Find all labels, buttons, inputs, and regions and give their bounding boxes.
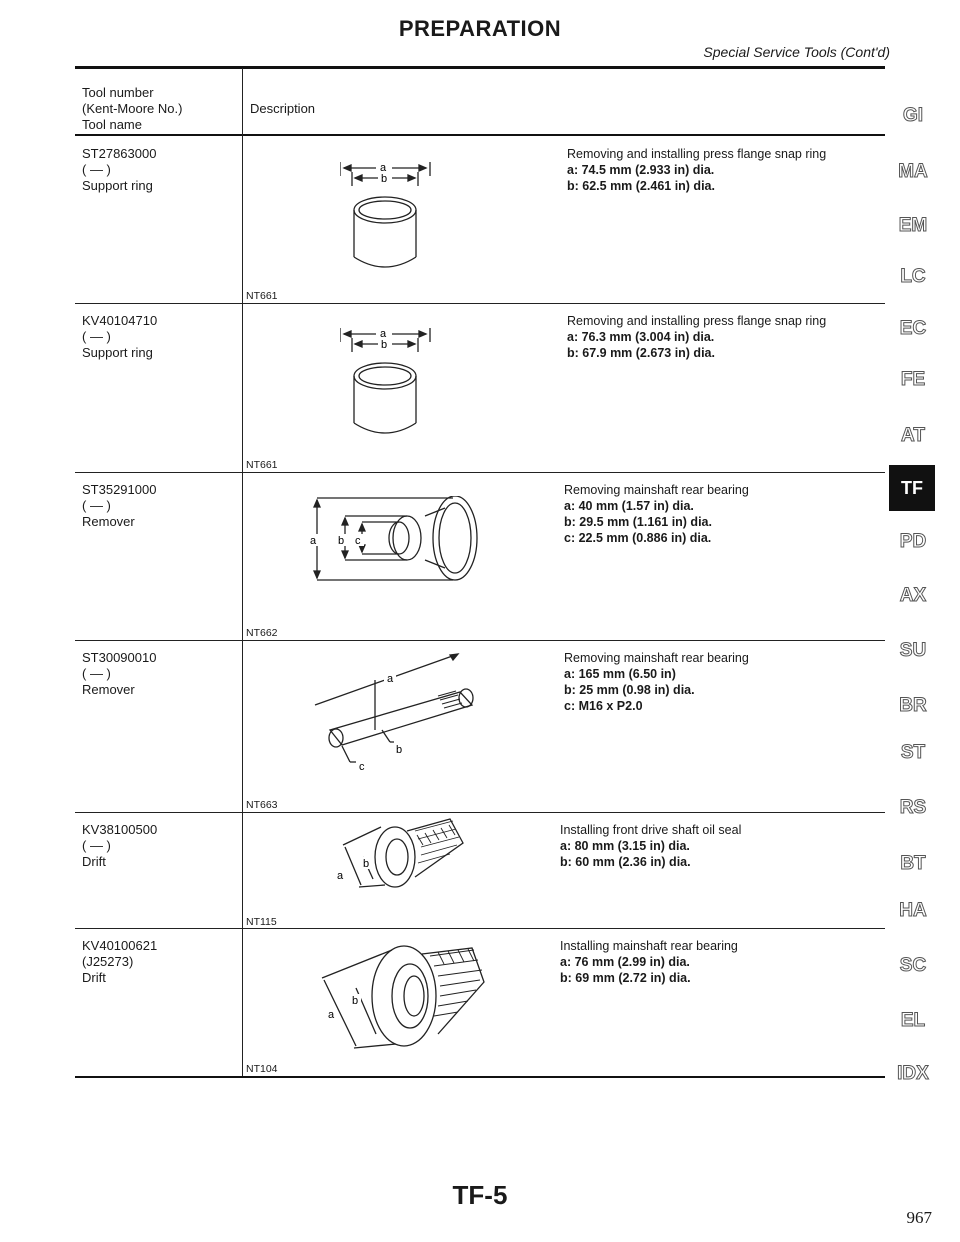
dimension-b-label: b <box>396 744 403 756</box>
side-tab-tf-active[interactable]: TF <box>889 465 935 511</box>
tool-number: KV40104710 <box>82 313 158 328</box>
column-divider <box>242 68 243 1078</box>
side-tab-at[interactable]: AT <box>901 425 925 446</box>
spec-c: c: M16 x P2.0 <box>564 699 643 713</box>
tool-row-4 <box>82 650 156 698</box>
spec-b: b: 62.5 mm (2.461 in) dia. <box>567 179 715 193</box>
spec-a: a: 74.5 mm (2.933 in) dia. <box>567 163 715 177</box>
tool-number: KV40100621 <box>82 938 158 953</box>
row-divider <box>75 928 885 929</box>
row-divider <box>75 303 885 304</box>
row-divider <box>75 812 885 813</box>
remover-figure <box>305 496 495 596</box>
side-tab-pd[interactable]: PD <box>899 531 927 552</box>
tool-row-2 <box>82 313 157 361</box>
tool-number: ST30090010 <box>82 650 157 665</box>
side-tab-st[interactable]: ST <box>900 742 926 763</box>
spec-a: a: 76 mm (2.99 in) dia. <box>560 955 690 969</box>
tool-row-6 <box>82 938 157 986</box>
figure-code: NT115 <box>246 916 277 928</box>
spec-b: b: 60 mm (2.36 in) dia. <box>560 855 691 869</box>
figure-code: NT104 <box>246 1063 278 1075</box>
description-text: Removing mainshaft rear bearing <box>564 651 749 665</box>
side-tab-br[interactable]: BR <box>899 695 927 716</box>
tool-number: KV38100500 <box>82 822 158 837</box>
side-tab-su[interactable]: SU <box>899 640 927 661</box>
description-text: Removing and installing press flange snap ring <box>567 147 827 161</box>
side-tab-gi[interactable]: GI <box>902 105 924 126</box>
side-tab-sc[interactable]: SC <box>899 955 927 976</box>
side-tab-ax[interactable]: AX <box>899 585 927 606</box>
side-tab-lc[interactable]: LC <box>900 266 926 287</box>
dimension-a-label: a <box>380 162 387 174</box>
side-tab-el[interactable]: EL <box>900 1010 926 1031</box>
tool-name: Remover <box>82 682 135 697</box>
dimension-b-label: b <box>381 339 388 351</box>
dimension-b-label: b <box>338 535 345 547</box>
drift-figure <box>325 817 475 897</box>
support-ring-figure <box>340 152 470 277</box>
description-text: Removing mainshaft rear bearing <box>564 483 749 497</box>
tool-column-header <box>82 85 182 133</box>
spec-a: a: 165 mm (6.50 in) <box>564 667 676 681</box>
tool-name: Support ring <box>82 178 153 193</box>
tool-name: Remover <box>82 514 135 529</box>
tool-name: Drift <box>82 970 106 985</box>
dimension-b-label: b <box>381 173 388 185</box>
tool-description <box>564 482 749 546</box>
kent-moore-number: ( — ) <box>82 666 111 681</box>
kent-moore-number: (J25273) <box>82 954 134 969</box>
drift-figure <box>312 938 502 1058</box>
page-label: TF-5 <box>452 1180 508 1210</box>
tool-name: Support ring <box>82 345 153 360</box>
side-tab-ma[interactable]: MA <box>898 161 928 182</box>
side-tab-bt[interactable]: BT <box>900 853 926 874</box>
dimension-a-label: a <box>337 870 344 882</box>
side-tab-fe[interactable]: FE <box>900 369 926 390</box>
header-tool-name: Tool name <box>82 117 142 132</box>
tool-row-1 <box>82 146 156 194</box>
dimension-b-label: b <box>352 995 359 1007</box>
spec-b: b: 69 mm (2.72 in) dia. <box>560 971 691 985</box>
tool-description <box>560 822 741 870</box>
spec-b: b: 29.5 mm (1.161 in) dia. <box>564 515 712 529</box>
dimension-c-label: c <box>355 535 361 547</box>
dimension-c-label: c <box>359 761 365 773</box>
figure-code: NT663 <box>246 799 278 811</box>
side-tab-em[interactable]: EM <box>898 215 928 236</box>
tool-name: Drift <box>82 854 106 869</box>
dimension-a-label: a <box>328 1009 335 1021</box>
dimension-a-label: a <box>380 328 387 340</box>
page-number: 967 <box>906 1208 932 1227</box>
spec-b: b: 67.9 mm (2.673 in) dia. <box>567 346 715 360</box>
side-tab-idx[interactable]: IDX <box>897 1063 929 1084</box>
header-tool-number: Tool number <box>82 85 154 100</box>
tool-row-5 <box>82 822 157 870</box>
page-title: PREPARATION <box>398 16 562 41</box>
bottom-rule <box>75 1076 885 1078</box>
description-text: Installing front drive shaft oil seal <box>560 823 742 837</box>
description-column-header: Description <box>250 101 316 116</box>
side-tab-ha[interactable]: HA <box>899 900 927 921</box>
kent-moore-number: ( — ) <box>82 838 111 853</box>
description-text: Installing mainshaft rear bearing <box>560 939 738 953</box>
top-rule <box>75 66 885 69</box>
side-tab-rs[interactable]: RS <box>899 797 927 818</box>
side-tab-ec[interactable]: EC <box>899 318 927 339</box>
header-kent-moore: (Kent-Moore No.) <box>82 101 183 116</box>
header-rule <box>75 134 885 136</box>
figure-code: NT661 <box>246 290 278 302</box>
section-subtitle: Special Service Tools (Cont'd) <box>703 44 890 60</box>
row-divider <box>75 472 885 473</box>
kent-moore-number: ( — ) <box>82 498 111 513</box>
tool-description <box>567 146 826 194</box>
support-ring-figure <box>340 318 470 443</box>
figure-code: NT662 <box>246 627 278 639</box>
spec-a: a: 80 mm (3.15 in) dia. <box>560 839 690 853</box>
spec-c: c: 22.5 mm (0.886 in) dia. <box>564 531 712 545</box>
tool-number: ST27863000 <box>82 146 157 161</box>
kent-moore-number: ( — ) <box>82 329 111 344</box>
tool-number: ST35291000 <box>82 482 157 497</box>
description-text: Removing and installing press flange snap ring <box>567 314 827 328</box>
kent-moore-number: ( — ) <box>82 162 111 177</box>
tool-description <box>567 313 826 361</box>
remover-shaft-figure <box>310 650 500 775</box>
tool-row-3 <box>82 482 156 530</box>
spec-b: b: 25 mm (0.98 in) dia. <box>564 683 695 697</box>
tool-description <box>564 650 749 714</box>
tool-description <box>560 938 738 986</box>
row-divider <box>75 640 885 641</box>
figure-code: NT661 <box>246 459 278 471</box>
dimension-b-label: b <box>363 858 370 870</box>
spec-a: a: 76.3 mm (3.004 in) dia. <box>567 330 715 344</box>
dimension-a-label: a <box>387 673 394 685</box>
spec-a: a: 40 mm (1.57 in) dia. <box>564 499 694 513</box>
dimension-a-label: a <box>310 535 317 547</box>
